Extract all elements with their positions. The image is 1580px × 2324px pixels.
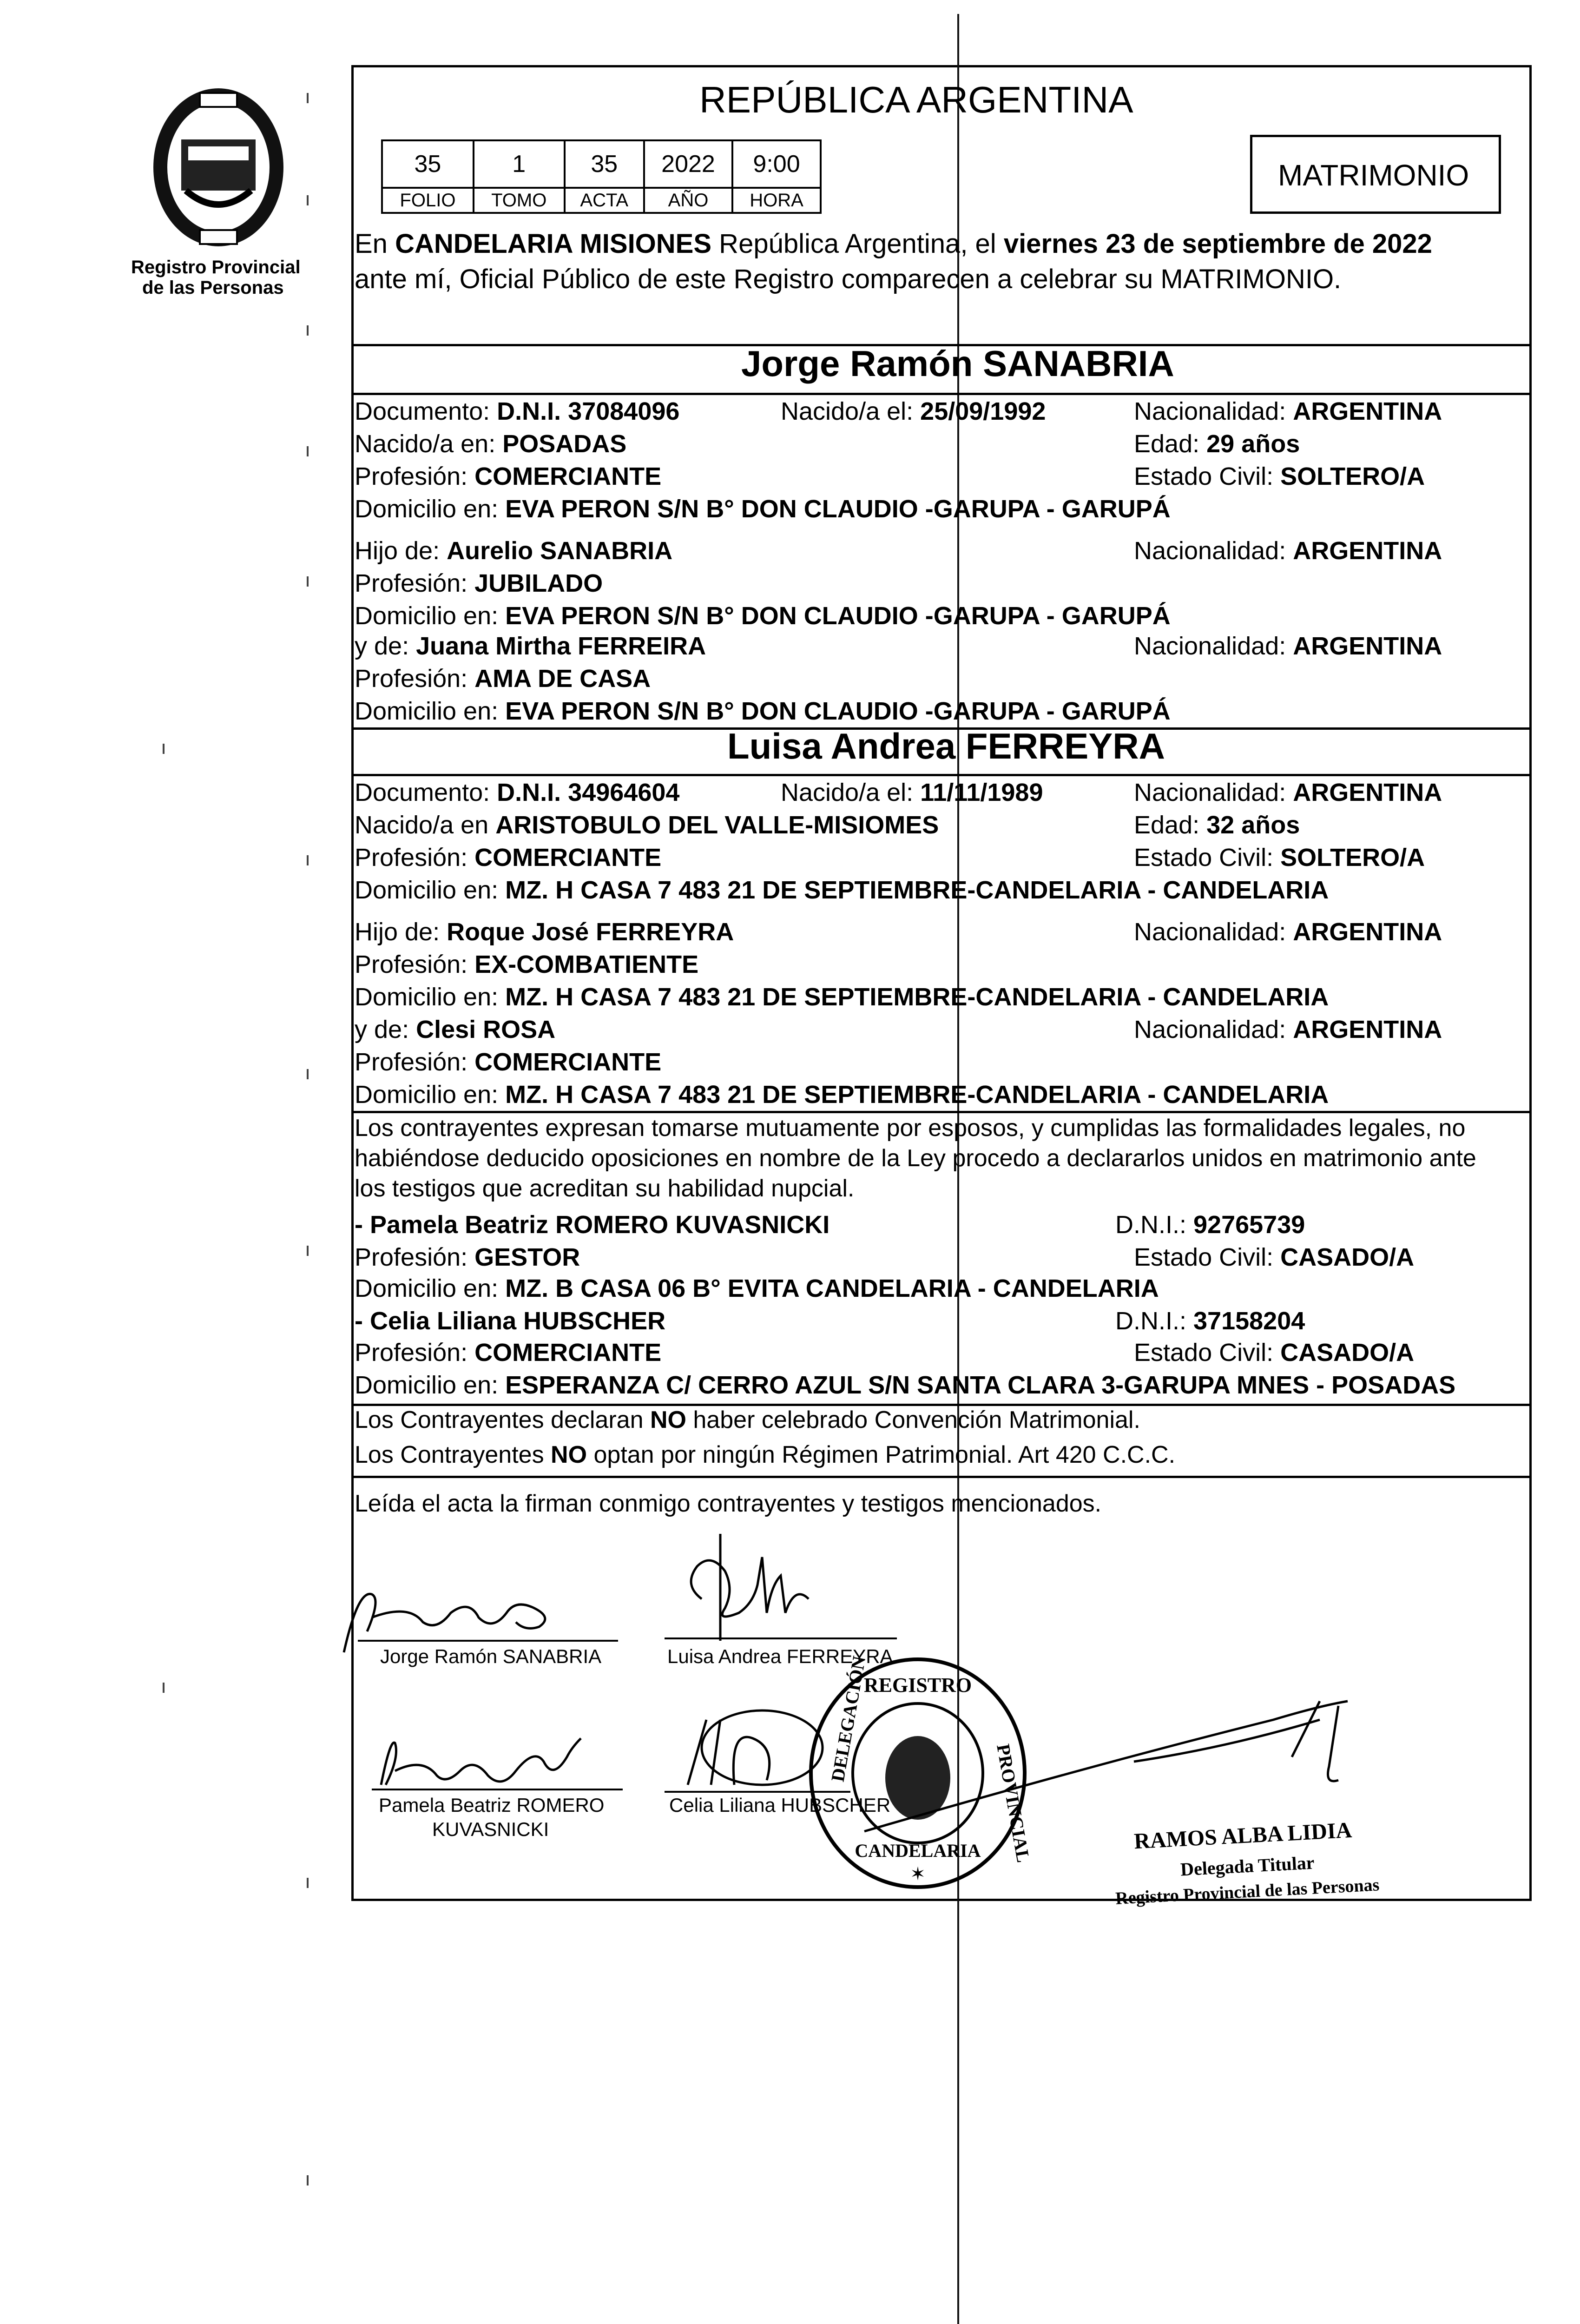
- record-type: MATRIMONIO: [1278, 158, 1469, 192]
- declaration-line-3: los testigos que acreditan su habilidad nupcial.: [355, 1175, 855, 1202]
- spouse2-mother-addr: Domicilio en: MZ. H CASA 7 483 21 DE SEPTIEMBRE-CANDELARIA - CANDELARIA: [355, 1081, 1329, 1109]
- scan-mark: [163, 744, 165, 754]
- divider-spouse1-name: [351, 393, 1532, 395]
- spouse2-born: Nacido/a el: 11/11/1989: [781, 779, 1043, 806]
- spouse2-father: Hijo de: Roque José FERREYRA: [355, 918, 734, 946]
- hora-label: HORA: [732, 188, 821, 213]
- spouse2-name: Luisa Andrea FERREYRA: [727, 726, 1165, 766]
- record-numbers-table: [381, 139, 822, 214]
- scan-mark: [307, 93, 309, 103]
- convention-line-2: Los Contrayentes NO optan por ningún Régimen Patrimonial. Art 420 C.C.C.: [355, 1441, 1176, 1468]
- scan-mark: [307, 1069, 309, 1079]
- signature-witness1-label-2: KUVASNICKI: [432, 1818, 549, 1840]
- witness1-dni: D.N.I.: 92765739: [1115, 1211, 1305, 1239]
- spouse1-mother-nat: Nacionalidad: ARGENTINA: [1134, 632, 1442, 660]
- spouse2-civil: Estado Civil: SOLTERO/A: [1134, 844, 1425, 872]
- svg-text:CANDELARIA: CANDELARIA: [855, 1840, 981, 1861]
- intro-line-2: ante mí, Oficial Público de este Registro comparecen a celebrar su MATRIMONIO.: [355, 264, 1342, 294]
- anio-value: 2022: [644, 140, 732, 188]
- scan-mark: [307, 2175, 309, 2185]
- scan-mark: [307, 576, 309, 587]
- spouse2-place: Nacido/a en ARISTOBULO DEL VALLE-MISIOMES: [355, 811, 939, 839]
- svg-text:REGISTRO: REGISTRO: [863, 1674, 972, 1697]
- svg-text:DELEGACIÓN: DELEGACIÓN: [827, 1654, 870, 1783]
- official-office: Registro Provincial de las Personas: [1115, 1875, 1380, 1908]
- hora-value: 9:00: [732, 140, 821, 188]
- spouse1-age: Edad: 29 años: [1134, 430, 1300, 458]
- signature-spouse1: [339, 1562, 627, 1655]
- folio-value: 35: [382, 140, 474, 188]
- scan-mark: [307, 195, 309, 205]
- scan-mark: [163, 1683, 165, 1693]
- tomo-value: 1: [474, 140, 565, 188]
- spouse1-doc: Documento: D.N.I. 37084096: [355, 397, 680, 425]
- svg-text:✶: ✶: [910, 1864, 926, 1884]
- signature-witness2-label: Celia Liliana HUBSCHER: [669, 1794, 891, 1816]
- divider-closing: [351, 1476, 1532, 1478]
- acta-label: ACTA: [565, 188, 644, 213]
- signature-spouse2-label: Luisa Andrea FERREYRA: [667, 1645, 893, 1667]
- spouse1-father-addr: Domicilio en: EVA PERON S/N B° DON CLAUDIO -GARUPA - GARUPÁ: [355, 602, 1171, 630]
- spouse1-place: Nacido/a en: POSADAS: [355, 430, 627, 458]
- signature-spouse2: [655, 1529, 906, 1650]
- spouse1-addr: Domicilio en: EVA PERON S/N B° DON CLAUDIO -GARUPA - GARUPÁ: [355, 495, 1171, 523]
- declaration-line-2: habiéndose deducido oposiciones en nombre de la Ley procedo a declararlos unidos en matrimonio ante: [355, 1145, 1476, 1172]
- acta-value: 35: [565, 140, 644, 188]
- witness1-addr: Domicilio en: MZ. B CASA 06 B° EVITA CANDELARIA - CANDELARIA: [355, 1274, 1159, 1302]
- witness2-job: Profesión: COMERCIANTE: [355, 1339, 662, 1367]
- spouse1-father-nat: Nacionalidad: ARGENTINA: [1134, 537, 1442, 565]
- scan-mark: [307, 1878, 309, 1888]
- tomo-label: TOMO: [474, 188, 565, 213]
- spouse1-civil: Estado Civil: SOLTERO/A: [1134, 462, 1425, 490]
- spouse1-born: Nacido/a el: 25/09/1992: [781, 397, 1046, 425]
- spouse2-father-job: Profesión: EX-COMBATIENTE: [355, 951, 699, 978]
- spouse2-age: Edad: 32 años: [1134, 811, 1300, 839]
- intro-place: CANDELARIA MISIONES: [395, 229, 712, 259]
- witness1-job: Profesión: GESTOR: [355, 1243, 580, 1271]
- spouse1-name: Jorge Ramón SANABRIA: [741, 343, 1174, 384]
- convention-line-1: Los Contrayentes declaran NO haber celebrado Convención Matrimonial.: [355, 1406, 1140, 1433]
- witness2-dni: D.N.I.: 37158204: [1115, 1307, 1305, 1335]
- country-title: REPÚBLICA ARGENTINA: [699, 79, 1133, 120]
- spouse2-father-addr: Domicilio en: MZ. H CASA 7 483 21 DE SEPTIEMBRE-CANDELARIA - CANDELARIA: [355, 983, 1329, 1011]
- spouse1-nat: Nacionalidad: ARGENTINA: [1134, 397, 1442, 425]
- spouse1-mother-addr: Domicilio en: EVA PERON S/N B° DON CLAUDIO -GARUPA - GARUPÁ: [355, 697, 1171, 725]
- svg-text:PROVINCIAL: PROVINCIAL: [993, 1742, 1034, 1864]
- intro-text-a: En: [355, 229, 395, 259]
- spouse2-nat: Nacionalidad: ARGENTINA: [1134, 779, 1442, 806]
- declaration-line-1: Los contrayentes expresan tomarse mutuamente por esposos, y cumplidas las formalidades legales, no: [355, 1115, 1466, 1142]
- witness1-name: - Pamela Beatriz ROMERO KUVASNICKI: [355, 1211, 830, 1239]
- logo-label-2: de las Personas: [142, 277, 284, 298]
- spouse1-father-job: Profesión: JUBILADO: [355, 569, 603, 597]
- official-name: RAMOS ALBA LIDIA: [1133, 1817, 1353, 1854]
- spouse2-mother-job: Profesión: COMERCIANTE: [355, 1048, 662, 1076]
- divider-spouse2-name: [351, 774, 1532, 776]
- divider-declaration: [351, 1111, 1532, 1113]
- spouse2-mother-nat: Nacionalidad: ARGENTINA: [1134, 1016, 1442, 1043]
- spouse1-mother: y de: Juana Mirtha FERREIRA: [355, 632, 706, 660]
- intro-line-1: [355, 229, 1432, 259]
- signature-witness1: [367, 1729, 627, 1794]
- scan-mark: [307, 855, 309, 865]
- signature-spouse1-label: Jorge Ramón SANABRIA: [380, 1645, 602, 1667]
- spouse2-doc: Documento: D.N.I. 34964604: [355, 779, 680, 806]
- spouse2-mother: y de: Clesi ROSA: [355, 1016, 556, 1043]
- spouse2-addr: Domicilio en: MZ. H CASA 7 483 21 DE SEPTIEMBRE-CANDELARIA - CANDELARIA: [355, 876, 1329, 904]
- witness2-addr: Domicilio en: ESPERANZA C/ CERRO AZUL S/N SANTA CLARA 3-GARUPA MNES - POSADAS: [355, 1371, 1456, 1399]
- witness1-civil: Estado Civil: CASADO/A: [1134, 1243, 1415, 1271]
- logo-label-1: Registro Provincial: [131, 257, 301, 277]
- scan-mark: [307, 446, 309, 456]
- registry-logo: [130, 84, 307, 260]
- intro-date: viernes 23 de septiembre de 2022: [1003, 229, 1432, 259]
- intro-text-b: República Argentina, el: [711, 229, 1004, 259]
- spouse2-job: Profesión: COMERCIANTE: [355, 844, 662, 872]
- scan-mark: [307, 1246, 309, 1256]
- closing-text: Leída el acta la firman conmigo contrayentes y testigos mencionados.: [355, 1490, 1102, 1517]
- spouse2-father-nat: Nacionalidad: ARGENTINA: [1134, 918, 1442, 946]
- official-title: Delegada Titular: [1179, 1852, 1315, 1880]
- spouse1-father: Hijo de: Aurelio SANABRIA: [355, 537, 673, 565]
- spouse1-mother-job: Profesión: AMA DE CASA: [355, 665, 651, 693]
- anio-label: AÑO: [644, 188, 732, 213]
- spouse1-job: Profesión: COMERCIANTE: [355, 462, 662, 490]
- witness2-name: - Celia Liliana HUBSCHER: [355, 1307, 666, 1335]
- witness2-civil: Estado Civil: CASADO/A: [1134, 1339, 1415, 1367]
- folio-label: FOLIO: [382, 188, 474, 213]
- signature-witness1-label-1: Pamela Beatriz ROMERO: [379, 1794, 605, 1816]
- scan-mark: [307, 325, 309, 336]
